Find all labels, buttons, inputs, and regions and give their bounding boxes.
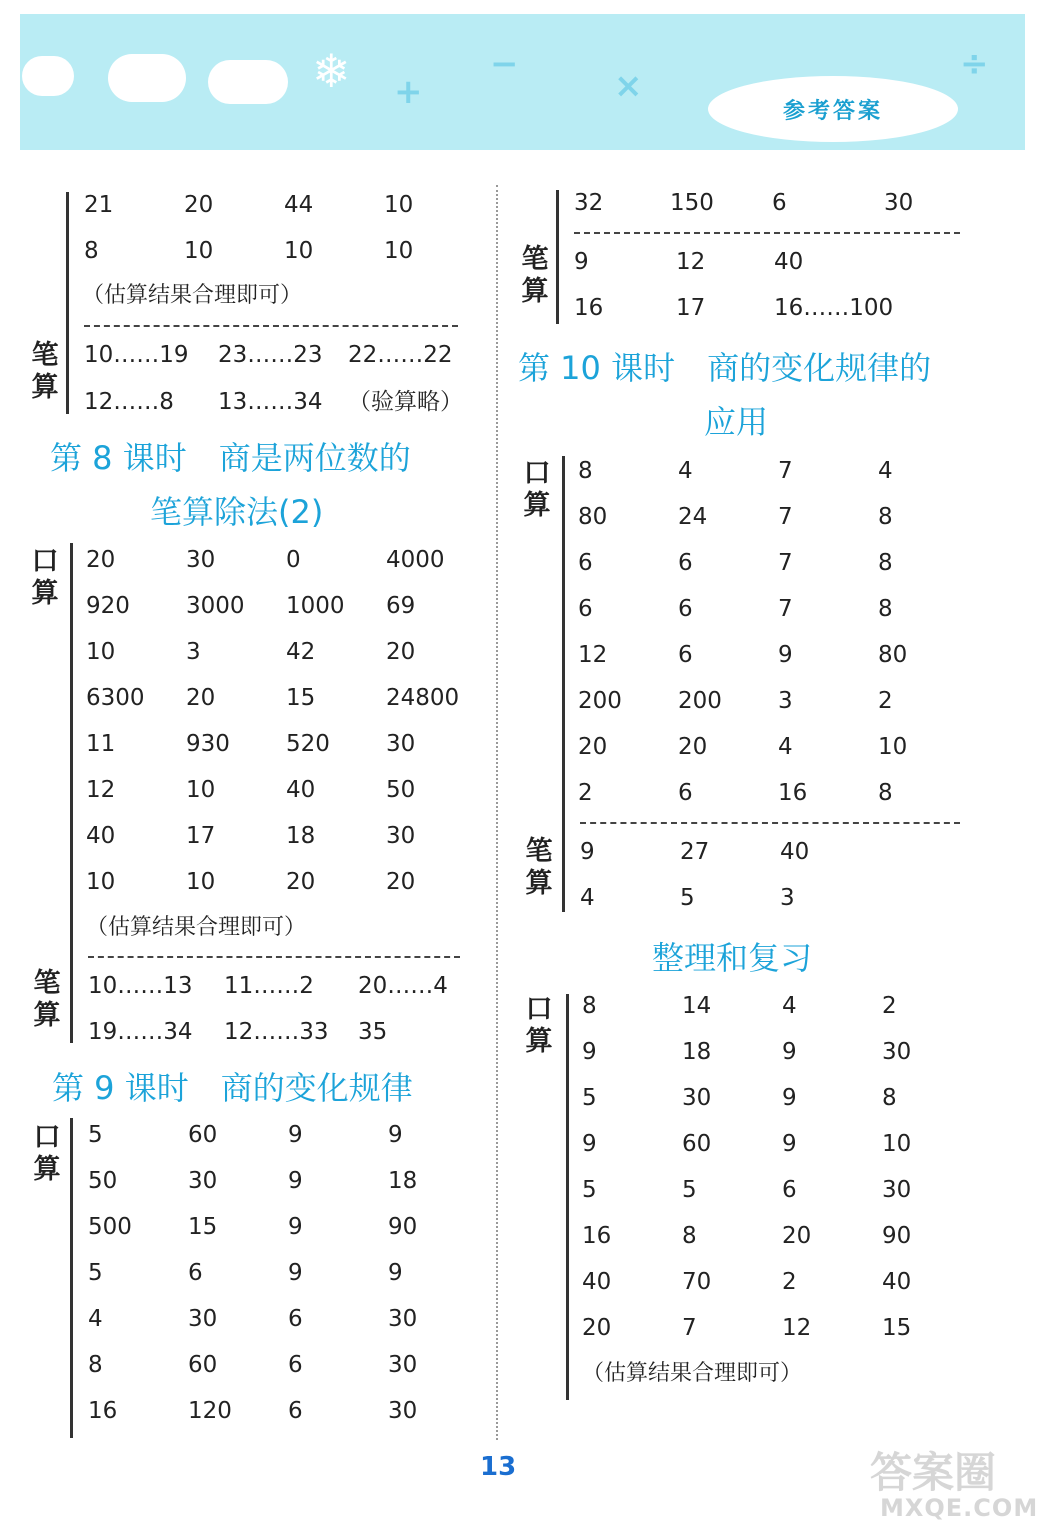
answer-cell: 5 bbox=[680, 885, 695, 911]
answer-cell: 6 bbox=[678, 642, 693, 668]
answer-cell: 11……2 bbox=[224, 973, 314, 999]
answer-cell: 15 bbox=[286, 685, 316, 711]
answer-cell: 520 bbox=[286, 731, 330, 757]
answer-cell: 17 bbox=[676, 295, 706, 321]
answer-cell: 17 bbox=[186, 823, 216, 849]
rain-cloud-icon bbox=[208, 60, 288, 104]
bisuan-tag: 笔 算 bbox=[525, 836, 553, 899]
answer-cell: 930 bbox=[186, 731, 230, 757]
bracket-line bbox=[70, 543, 73, 1043]
dashed-separator bbox=[574, 232, 960, 234]
answer-cell: 4 bbox=[782, 993, 797, 1019]
answer-cell: 21 bbox=[84, 192, 114, 218]
answer-cell: 10 bbox=[384, 238, 414, 264]
answer-cell: 20 bbox=[782, 1223, 812, 1249]
answer-cell: 30 bbox=[388, 1398, 418, 1424]
answer-cell: 16……100 bbox=[774, 295, 894, 321]
page-number: 13 bbox=[480, 1452, 517, 1482]
answer-cell: 6 bbox=[772, 190, 787, 216]
answer-cell: 30 bbox=[388, 1352, 418, 1378]
answer-cell: 5 bbox=[88, 1260, 103, 1286]
answer-cell: 9 bbox=[782, 1131, 797, 1157]
answer-cell: 20 bbox=[86, 547, 116, 573]
answer-cell: 60 bbox=[188, 1122, 218, 1148]
divide-symbol: ÷ bbox=[960, 44, 989, 84]
answer-cell: 9 bbox=[288, 1168, 303, 1194]
answer-cell: 60 bbox=[188, 1352, 218, 1378]
answer-cell: 6 bbox=[678, 550, 693, 576]
answer-cell: 9 bbox=[574, 249, 589, 275]
answer-cell: 50 bbox=[386, 777, 416, 803]
answer-cell: 20 bbox=[386, 639, 416, 665]
bracket-line bbox=[566, 994, 569, 1400]
answer-cell: 3 bbox=[778, 688, 793, 714]
answer-cell: 8 bbox=[582, 993, 597, 1019]
answer-cell: 3 bbox=[780, 885, 795, 911]
answer-cell: 20 bbox=[582, 1315, 612, 1341]
answer-cell: 69 bbox=[386, 593, 416, 619]
answer-cell: 10 bbox=[384, 192, 414, 218]
answer-cell: 8 bbox=[84, 238, 99, 264]
answer-cell: 12 bbox=[578, 642, 608, 668]
answer-cell: 40 bbox=[86, 823, 116, 849]
answer-cell: 10 bbox=[86, 869, 116, 895]
estimate-note: （估算结果合理即可） bbox=[86, 915, 307, 940]
answer-cell: 5 bbox=[582, 1085, 597, 1111]
answer-cell: 9 bbox=[582, 1131, 597, 1157]
answer-cell: 19……34 bbox=[88, 1019, 193, 1045]
answer-cell: 920 bbox=[86, 593, 130, 619]
answer-cell: 6 bbox=[578, 550, 593, 576]
answer-cell: 60 bbox=[682, 1131, 712, 1157]
answer-cell: 9 bbox=[782, 1085, 797, 1111]
answer-cell: 20 bbox=[184, 192, 214, 218]
answer-cell: 13……34 bbox=[218, 389, 323, 415]
answer-cell: 6 bbox=[678, 780, 693, 806]
answer-cell: 14 bbox=[682, 993, 712, 1019]
answer-cell: 10 bbox=[186, 777, 216, 803]
answer-cell: 9 bbox=[778, 642, 793, 668]
answer-cell: 10 bbox=[184, 238, 214, 264]
answer-cell: 4 bbox=[678, 458, 693, 484]
snowflake-icon: ❄ bbox=[312, 44, 351, 98]
lesson-title: 应用 bbox=[704, 403, 769, 441]
answer-cell: 40 bbox=[286, 777, 316, 803]
answer-cell: 3 bbox=[186, 639, 201, 665]
answer-cell: 35 bbox=[358, 1019, 388, 1045]
answer-cell: 40 bbox=[774, 249, 804, 275]
answer-cell: 4 bbox=[878, 458, 893, 484]
answer-cell: 7 bbox=[778, 458, 793, 484]
lesson-title: 第 8 课时 商是两位数的 bbox=[50, 439, 411, 477]
lesson-title: 第 9 课时 商的变化规律 bbox=[52, 1069, 413, 1107]
answer-cell: 8 bbox=[682, 1223, 697, 1249]
answer-cell: 10 bbox=[882, 1131, 912, 1157]
answer-cell: 40 bbox=[780, 839, 810, 865]
answer-cell: 12 bbox=[782, 1315, 812, 1341]
answer-cell: 70 bbox=[682, 1269, 712, 1295]
dashed-separator bbox=[88, 956, 460, 958]
answer-cell: 24 bbox=[678, 504, 708, 530]
watermark-site: MXQE.COM bbox=[880, 1494, 1039, 1522]
answer-cell: 8 bbox=[88, 1352, 103, 1378]
answer-cell: 30 bbox=[884, 190, 914, 216]
answer-cell: 20 bbox=[286, 869, 316, 895]
answer-cell: 7 bbox=[682, 1315, 697, 1341]
answer-cell: 2 bbox=[782, 1269, 797, 1295]
answer-cell: 80 bbox=[578, 504, 608, 530]
answer-cell: 10……19 bbox=[84, 342, 189, 368]
answer-cell: 200 bbox=[578, 688, 622, 714]
answer-cell: 9 bbox=[288, 1260, 303, 1286]
answer-cell: 7 bbox=[778, 504, 793, 530]
answer-cell: 4000 bbox=[386, 547, 445, 573]
answer-cell: 8 bbox=[878, 780, 893, 806]
answer-cell: 200 bbox=[678, 688, 722, 714]
bisuan-tag: 笔 算 bbox=[521, 244, 549, 307]
answer-cell: 4 bbox=[778, 734, 793, 760]
times-symbol: × bbox=[614, 66, 643, 106]
answer-cell: 500 bbox=[88, 1214, 132, 1240]
answer-cell: 20 bbox=[578, 734, 608, 760]
answer-cell: 9 bbox=[388, 1260, 403, 1286]
answer-cell: 7 bbox=[778, 596, 793, 622]
answer-cell: 30 bbox=[188, 1168, 218, 1194]
header-banner bbox=[20, 14, 1025, 150]
bracket-line bbox=[556, 190, 559, 324]
answer-cell: 6 bbox=[578, 596, 593, 622]
answer-cell: 6 bbox=[782, 1177, 797, 1203]
answer-cell: 32 bbox=[574, 190, 604, 216]
answer-cell: 15 bbox=[188, 1214, 218, 1240]
answer-cell: 50 bbox=[88, 1168, 118, 1194]
answer-cell: 22……22 bbox=[348, 342, 453, 368]
estimate-note: （估算结果合理即可） bbox=[582, 1361, 803, 1386]
answer-cell: 30 bbox=[882, 1177, 912, 1203]
answer-cell: 8 bbox=[878, 596, 893, 622]
answer-cell: 9 bbox=[782, 1039, 797, 1065]
answer-cell: 2 bbox=[878, 688, 893, 714]
answer-cell: 40 bbox=[882, 1269, 912, 1295]
answer-cell: 80 bbox=[878, 642, 908, 668]
answer-cell: 6 bbox=[288, 1306, 303, 1332]
answer-cell: 23……23 bbox=[218, 342, 323, 368]
answer-cell: 12……8 bbox=[84, 389, 174, 415]
answer-cell: 16 bbox=[574, 295, 604, 321]
answer-cell: 8 bbox=[882, 1085, 897, 1111]
answer-cell: 30 bbox=[682, 1085, 712, 1111]
answer-cell: 10 bbox=[86, 639, 116, 665]
minus-symbol: − bbox=[490, 44, 519, 84]
answer-cell: 9 bbox=[288, 1214, 303, 1240]
answer-cell: （验算略） bbox=[348, 389, 463, 415]
answer-cell: 1000 bbox=[286, 593, 345, 619]
bracket-line bbox=[66, 192, 69, 414]
section-title: 整理和复习 bbox=[652, 939, 813, 977]
answers-label: 参考答案 bbox=[708, 76, 958, 142]
answer-cell: 90 bbox=[388, 1214, 418, 1240]
answer-cell: 24800 bbox=[386, 685, 460, 711]
answer-cell: 4 bbox=[88, 1306, 103, 1332]
answer-cell: 2 bbox=[882, 993, 897, 1019]
answer-cell: 16 bbox=[582, 1223, 612, 1249]
answer-cell: 20……4 bbox=[358, 973, 448, 999]
estimate-note: （估算结果合理即可） bbox=[82, 283, 303, 308]
answer-cell: 44 bbox=[284, 192, 314, 218]
answer-cell: 42 bbox=[286, 639, 316, 665]
answer-cell: 90 bbox=[882, 1223, 912, 1249]
answer-cell: 30 bbox=[386, 731, 416, 757]
cloud-icon bbox=[22, 56, 74, 96]
answer-cell: 2 bbox=[578, 780, 593, 806]
kousuan-tag: 口 算 bbox=[33, 1122, 61, 1185]
answer-cell: 6 bbox=[288, 1398, 303, 1424]
answer-cell: 8 bbox=[578, 458, 593, 484]
answer-cell: 6 bbox=[188, 1260, 203, 1286]
answer-cell: 40 bbox=[582, 1269, 612, 1295]
lesson-title: 第 10 课时 商的变化规律的 bbox=[518, 349, 932, 387]
answer-cell: 30 bbox=[388, 1306, 418, 1332]
answer-cell: 5 bbox=[682, 1177, 697, 1203]
answer-cell: 6 bbox=[288, 1352, 303, 1378]
answer-cell: 5 bbox=[88, 1122, 103, 1148]
answer-cell: 3000 bbox=[186, 593, 245, 619]
answer-cell: 9 bbox=[582, 1039, 597, 1065]
answer-cell: 8 bbox=[878, 504, 893, 530]
answer-cell: 9 bbox=[580, 839, 595, 865]
answer-cell: 20 bbox=[386, 869, 416, 895]
plus-symbol: + bbox=[394, 72, 423, 112]
answer-cell: 10……13 bbox=[88, 973, 193, 999]
answer-cell: 20 bbox=[186, 685, 216, 711]
answer-cell: 30 bbox=[186, 547, 216, 573]
answer-cell: 10 bbox=[186, 869, 216, 895]
answer-cell: 16 bbox=[778, 780, 808, 806]
watermark-logo: 答案圈 bbox=[870, 1448, 997, 1497]
answer-cell: 30 bbox=[882, 1039, 912, 1065]
answer-cell: 18 bbox=[286, 823, 316, 849]
answer-cell: 150 bbox=[670, 190, 714, 216]
lesson-title: 笔算除法(2) bbox=[150, 493, 324, 531]
answer-cell: 10 bbox=[878, 734, 908, 760]
column-divider bbox=[496, 185, 498, 1440]
answer-cell: 0 bbox=[286, 547, 301, 573]
answer-cell: 12 bbox=[676, 249, 706, 275]
answer-cell: 15 bbox=[882, 1315, 912, 1341]
answer-cell: 12 bbox=[86, 777, 116, 803]
answer-cell: 7 bbox=[778, 550, 793, 576]
dashed-separator bbox=[580, 822, 960, 824]
answer-cell: 18 bbox=[682, 1039, 712, 1065]
answer-cell: 30 bbox=[188, 1306, 218, 1332]
answer-cell: 9 bbox=[288, 1122, 303, 1148]
answer-cell: 27 bbox=[680, 839, 710, 865]
kousuan-tag: 口 算 bbox=[525, 994, 553, 1057]
kousuan-tag: 口 算 bbox=[523, 458, 551, 521]
answer-cell: 8 bbox=[878, 550, 893, 576]
answer-cell: 16 bbox=[88, 1398, 118, 1424]
answer-cell: 12……33 bbox=[224, 1019, 329, 1045]
answer-cell: 120 bbox=[188, 1398, 232, 1424]
answer-cell: 6300 bbox=[86, 685, 145, 711]
bisuan-tag: 笔 算 bbox=[31, 340, 59, 403]
cloud-icon bbox=[108, 54, 186, 102]
bracket-line bbox=[562, 456, 565, 912]
answer-cell: 6 bbox=[678, 596, 693, 622]
answer-cell: 4 bbox=[580, 885, 595, 911]
answer-cell: 30 bbox=[386, 823, 416, 849]
bisuan-tag: 笔 算 bbox=[33, 968, 61, 1031]
answer-cell: 18 bbox=[388, 1168, 418, 1194]
kousuan-tag: 口 算 bbox=[31, 546, 59, 609]
dashed-separator bbox=[84, 325, 458, 327]
answer-cell: 5 bbox=[582, 1177, 597, 1203]
answer-cell: 11 bbox=[86, 731, 116, 757]
answer-cell: 10 bbox=[284, 238, 314, 264]
answer-cell: 20 bbox=[678, 734, 708, 760]
answer-cell: 9 bbox=[388, 1122, 403, 1148]
bracket-line bbox=[70, 1118, 73, 1438]
